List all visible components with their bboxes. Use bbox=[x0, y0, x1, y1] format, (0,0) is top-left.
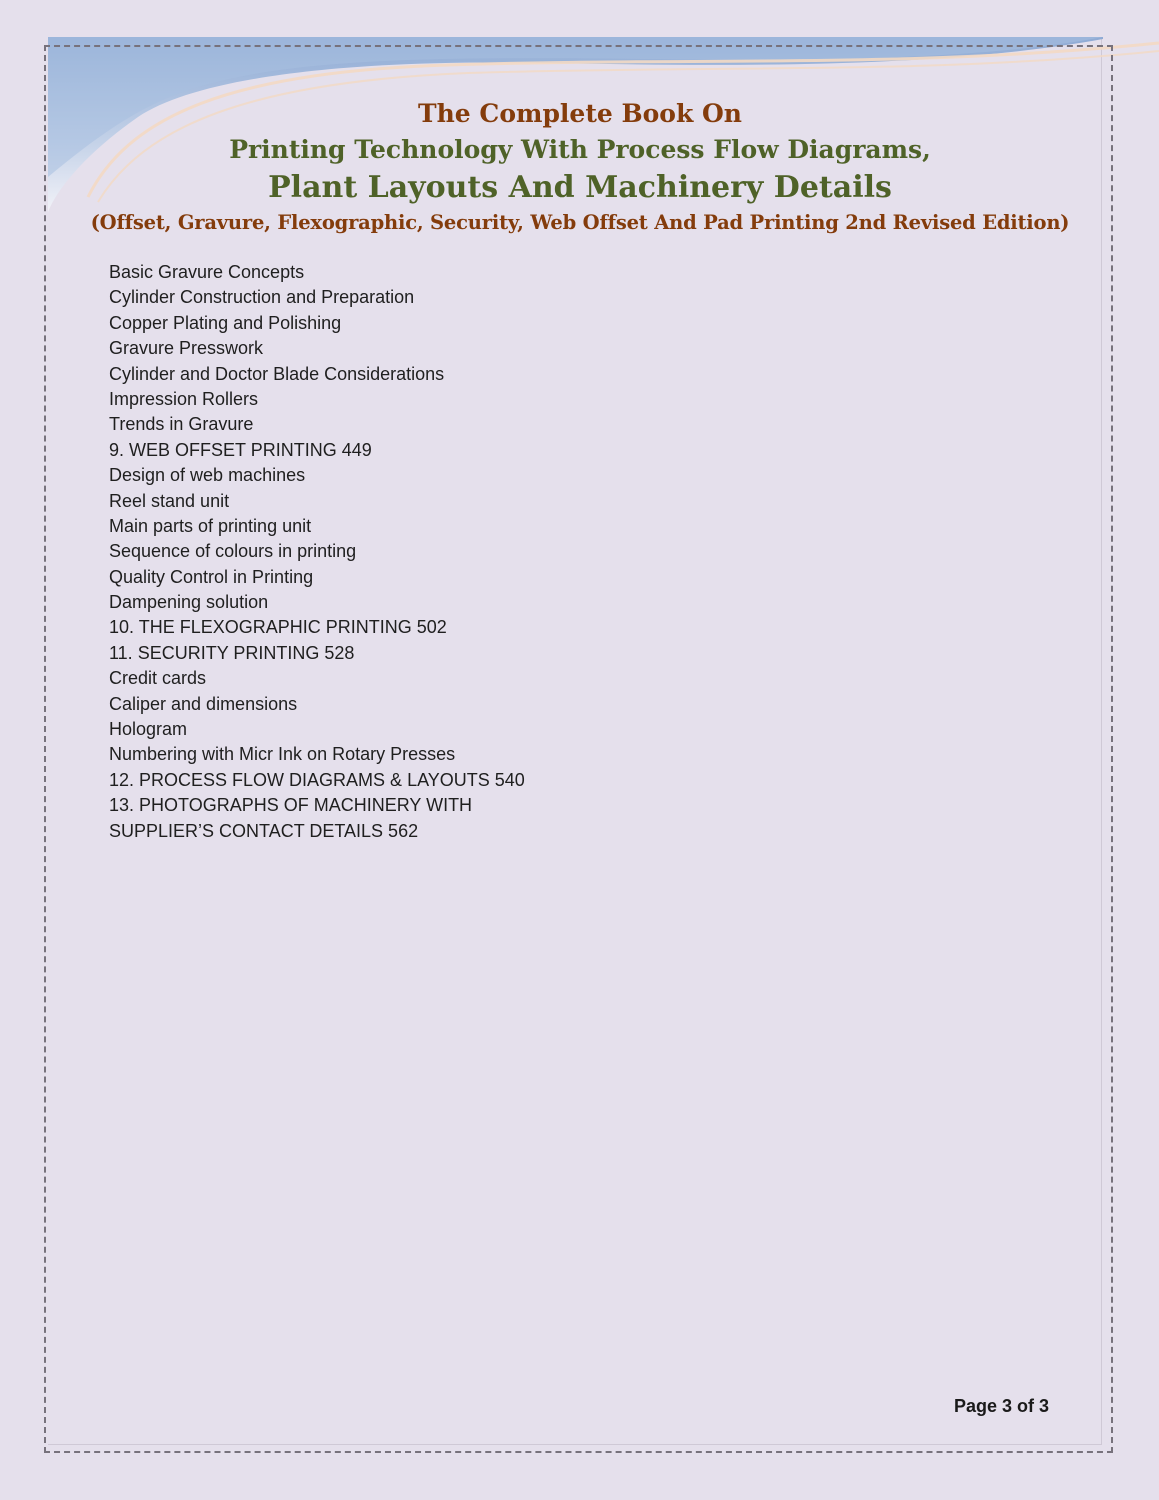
toc-chapter-heading: 13. PHOTOGRAPHS OF MACHINERY WITH bbox=[109, 795, 473, 816]
table-of-contents bbox=[109, 260, 525, 844]
toc-item: Gravure Presswork bbox=[109, 338, 264, 359]
toc-item: Caliper and dimensions bbox=[109, 693, 298, 714]
page-number: Page 3 of 3 bbox=[953, 1396, 1049, 1416]
toc-chapter-heading-continued: SUPPLIER’S CONTACT DETAILS 562 bbox=[109, 820, 419, 841]
toc-item: Cylinder Construction and Preparation bbox=[109, 287, 415, 308]
toc-item: Hologram bbox=[109, 719, 188, 740]
toc-item: Reel stand unit bbox=[109, 490, 230, 511]
toc-chapter-heading: 9. WEB OFFSET PRINTING 449 bbox=[109, 439, 372, 460]
toc-item: Dampening solution bbox=[109, 592, 269, 613]
toc-item: Sequence of colours in printing bbox=[109, 541, 357, 562]
toc-item: Credit cards bbox=[109, 668, 207, 689]
toc-item: Copper Plating and Polishing bbox=[109, 312, 342, 333]
title-line-1: The Complete Book On bbox=[418, 99, 742, 128]
title-line-3: Plant Layouts And Machinery Details bbox=[268, 170, 892, 205]
book-title-block bbox=[60, 96, 1100, 238]
title-subtitle: (Offset, Gravure, Flexographic, Security, Web Offset And Pad Printing 2nd Revised Edition) bbox=[90, 211, 1070, 234]
toc-item: Main parts of printing unit bbox=[109, 515, 312, 536]
toc-chapter-heading: 11. SECURITY PRINTING 528 bbox=[109, 642, 355, 663]
toc-item: Design of web machines bbox=[109, 465, 306, 486]
toc-item: Quality Control in Printing bbox=[109, 566, 314, 587]
toc-item: Cylinder and Doctor Blade Considerations bbox=[109, 363, 445, 384]
toc-item: Impression Rollers bbox=[109, 388, 259, 409]
toc-chapter-heading: 12. PROCESS FLOW DIAGRAMS & LAYOUTS 540 bbox=[109, 769, 525, 790]
toc-item: Trends in Gravure bbox=[109, 414, 254, 435]
title-line-2: Printing Technology With Process Flow Diagrams, bbox=[229, 135, 931, 164]
toc-item: Basic Gravure Concepts bbox=[109, 262, 305, 282]
toc-chapter-heading: 10. THE FLEXOGRAPHIC PRINTING 502 bbox=[109, 617, 447, 638]
toc-item: Numbering with Micr Ink on Rotary Presses bbox=[109, 744, 456, 765]
